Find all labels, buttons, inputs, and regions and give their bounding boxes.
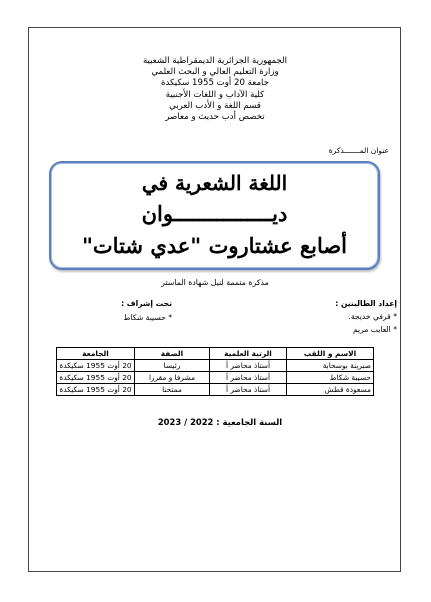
column-header-university: الجامعة [57,348,135,360]
cell-name: مسعودة قطش [287,384,374,396]
header-line-faculty: كلية الآداب و اللغات الأجنبية [165,89,265,100]
jury-table [56,347,374,396]
cell-rank: أستاذ محاضر أ [210,360,287,372]
column-header-role: الصفة [135,348,210,360]
supervisor-name: * حسيبة شكاط [123,313,172,322]
column-header-rank: الرتبة العلمية [210,348,287,360]
student-name: * العايب مريم [352,325,397,334]
header-line-republic: الجمهورية الجزائرية الديمقراطية الشعبية [142,56,288,66]
cell-rank: أستاذ محاضر أ [210,384,287,396]
students-block [335,297,397,336]
students-heading: إعداد الطالبتين : [335,299,397,308]
student-name: * قرفي خديجة. [348,312,397,321]
supervisor-block [92,297,172,325]
cell-university: 20 أوت 1955 سكيكدة [57,384,135,396]
title-line-3: أصابع عشتاروت "عدي شتات" [81,233,348,258]
title-line-2: ديــــــــــــــــوان [141,201,288,226]
table-row [57,384,374,396]
cell-role: ممتحنا [135,384,210,396]
supervisor-heading: تحت إشراف : [121,299,172,308]
memo-title-label: عنوان المـــــــذكرة [328,146,389,155]
cell-name: حسيبة شكاط [287,372,374,384]
header-line-ministry: وزارة التعليم العالي و البحث العلمي [151,67,279,78]
header-line-university: جامعة 20 أوت 1955 سكيكدة [161,78,269,89]
cell-university: 20 أوت 1955 سكيكدة [57,360,135,372]
title-box [49,161,380,270]
title-line-1: اللغة الشعرية في [141,171,288,195]
academic-year: السنة الجامعية : 2022 / 2023 [157,417,283,427]
cell-university: 20 أوت 1955 سكيكدة [57,372,135,384]
column-header-name: الاسم و اللقب [287,348,374,360]
table-header-row [57,348,374,360]
header-line-specialty: تخصص أدب حديث و معاصر [165,112,265,123]
cell-role: رئيسا [135,360,210,372]
header-line-department: قسم اللغة و الأدب العربي [169,100,261,111]
cell-role: مشرفا و مقررا [135,372,210,384]
table-row [57,360,374,372]
cell-rank: أستاذ محاضر أ [210,372,287,384]
institution-header [90,56,340,123]
table-row [57,372,374,384]
cell-name: صبرينة بوسحابة [287,360,374,372]
degree-subtitle: مذكرة متممة لنيل شهادة الماستر [161,278,269,287]
